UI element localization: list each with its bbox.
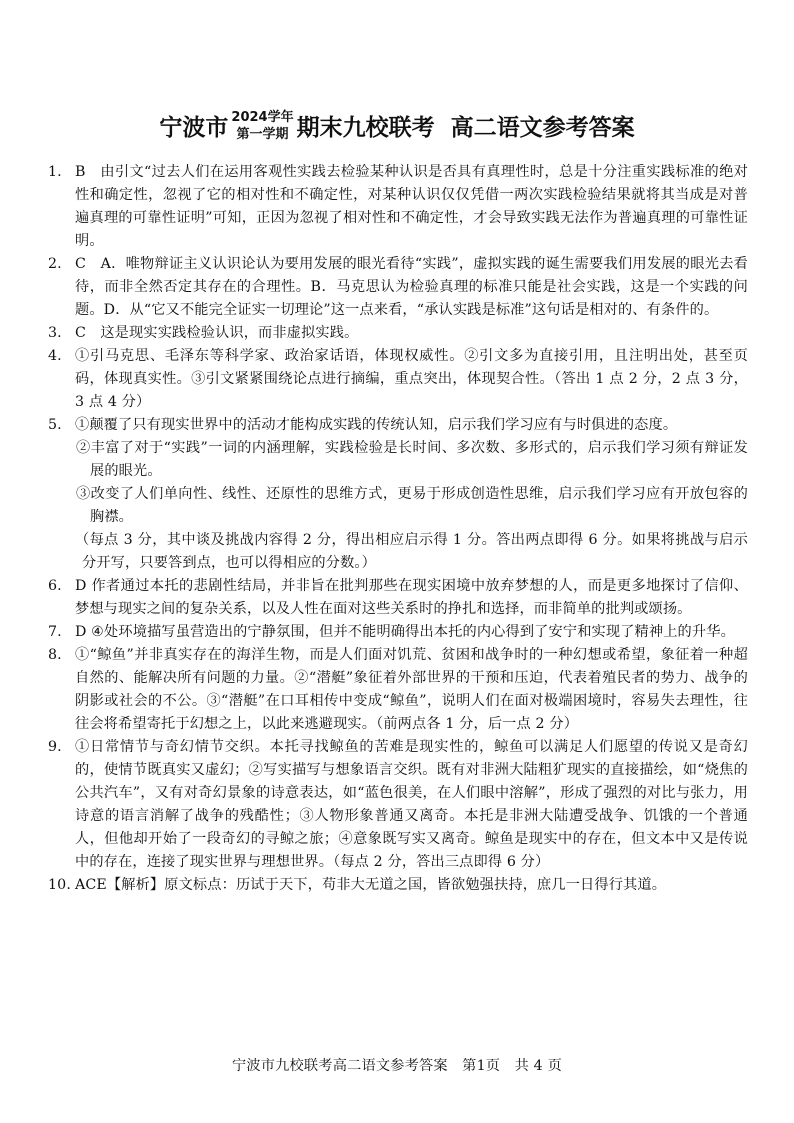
item-text: ①引马克思、毛泽东等科学家、政治家话语，体现权威性。②引文多为直接引用，且注明出处，甚至页码，体现真实性。③引文紧紧围绕论点进行摘编，重点突出，体现契合性。（答出 1 点 2 分，2 点 3 分，3 点 4 分）	[75, 348, 748, 410]
item-text: ACE【解析】原文标点：历试于天下，苟非大无道之国，皆欲勉强扶持，庶几一日得行其道。	[75, 877, 667, 893]
item-number: 5.	[48, 417, 62, 433]
point-text: ②丰富了对于“实践”一词的内涵理解，实践检验是长时间、多次数、多形式的，启示我们学习须有辩证发展的眼光。	[76, 440, 748, 479]
item-text: ①日常情节与奇幻情节交织。本托寻找鲸鱼的苦难是现实性的，鲸鱼可以满足人们愿望的传说又是奇幻的，使情节既真实又虚幻；②写实描写与想象语言交织。既有对非洲大陆粗犷现实的直接描绘，如“烧焦的公共汽车”，又有对奇幻景象的诗意表达，如“蓝色很美，在人们眼中溶解”，形成了强烈的对比与张力，用诗意的语言消解了战争的残酷性；③人物形象普通又离奇。本托是非洲大陆遭受战争、饥饿的一个普通人，但他却开始了一段奇幻的寻鲸之旅；④意象既写实又离奇。鲸鱼是现实中的存在，但文本中又是传说中的存在，连接了现实世界与理想世界。（每点 2 分，答出三点即得 6 分）	[75, 739, 748, 870]
item-text: C A．唯物辩证主义认识论认为要用发展的眼光看待“实践”，虚拟实践的诞生需要我们用发展的眼光去看待，而非全然否定其存在的合理性。B．马克思认为检验真理的标准只能是社会实践，这是一个实践的问题。D．从“它又不能完全证实一切理论”这一点来看，“承认实践是标准”这句话是相对的、有条件的。	[75, 256, 748, 318]
answer-item-5-point-3	[48, 483, 748, 529]
page-title	[0, 100, 794, 150]
item-text: B 由引文“过去人们在运用客观性实践去检验某种认识是否具有真理性时，总是十分注重实践标准的绝对性和确定性，忽视了它的相对性和不确定性，对某种认识仅仅凭借一两次实践检验结果就将其当成是对普遍真理的可靠性证明”可知，正因为忽视了相对性和不确定性，才会导致实践无法作为普遍真理的可靠性证明。	[75, 164, 748, 249]
title-main: 期末九校联考	[296, 114, 435, 141]
item-text: ①“鲸鱼”并非真实存在的海洋生物，而是人们面对饥荒、贫困和战争时的一种幻想或希望，象征着一种超自然的、能解决所有问题的力量。②“潜艇”象征着外部世界的干预和压迫，代表着殖民者的势力、战争的阴影或社会的不公。③“潜艇”在口耳相传中变成“鲸鱼”，说明人们在面对极端困境时，容易失去理性，往往会将希望寄托于幻想之上，以此来逃避现实。（前两点各 1 分，后一点 2 分）	[75, 647, 748, 732]
item-number: 9.	[48, 739, 62, 755]
item-number: 8.	[48, 647, 62, 663]
item-number: 4.	[48, 348, 62, 364]
title-term: 第一学期	[236, 127, 289, 142]
answer-item-3	[48, 322, 748, 345]
item-text: D ④处环境描写虽营造出的宁静氛围，但并不能明确得出本托的内心得到了安宁和实现了精神上的升华。	[75, 624, 735, 640]
answer-item-4	[48, 345, 748, 414]
answer-item-10	[48, 874, 748, 897]
point-text: ①颠覆了只有现实世界中的活动才能构成实践的传统认知，启示我们学习应有与时俱进的态度。	[75, 417, 678, 433]
answer-item-5	[48, 414, 748, 575]
answer-item-1	[48, 161, 748, 253]
title-year: 2024学年	[231, 110, 294, 125]
point-text: ③改变了人们单向性、线性、还原性的思维方式，更易于形成创造性思维，启示我们学习应有开放包容的胸襟。	[76, 486, 748, 525]
answer-item-8	[48, 644, 748, 736]
answer-item-2	[48, 253, 748, 322]
page-footer: 宁波市九校联考高二语文参考答案 第1页 共 4 页	[231, 1058, 562, 1074]
item-text: C 这是现实实践检验认识，而非虚拟实践。	[75, 325, 359, 341]
answer-item-9	[48, 736, 748, 874]
title-subject: 高二语文参考答案	[450, 114, 635, 141]
title-prefix: 宁波市	[159, 114, 229, 141]
item-number: 10.	[48, 877, 72, 893]
item-number: 2.	[48, 256, 62, 272]
answer-item-5-point-1	[48, 414, 748, 437]
item-number: 6.	[48, 578, 62, 594]
item-number: 1.	[48, 164, 62, 180]
answer-item-5-point-2	[48, 437, 748, 483]
answer-item-7	[48, 621, 748, 644]
item-number: 7.	[48, 624, 62, 640]
answer-list	[48, 161, 748, 897]
scoring-note: （每点 3 分，其中谈及挑战内容得 2 分，得出相应启示得 1 分。答出两点即得 6 分。如果将挑战与启示分开写，只要答到点，也可以得相应的分数。）	[75, 532, 748, 571]
answer-item-6	[48, 575, 748, 621]
item-number: 3.	[48, 325, 62, 341]
item-text: D 作者通过本托的悲剧性结局，并非旨在批判那些在现实困境中放弃梦想的人，而是更多地探讨了信仰、梦想与现实之间的复杂关系，以及人性在面对这些关系时的挣扎和选择，而非简单的批判或颂扬。	[75, 578, 748, 617]
title-school-year	[231, 109, 293, 143]
